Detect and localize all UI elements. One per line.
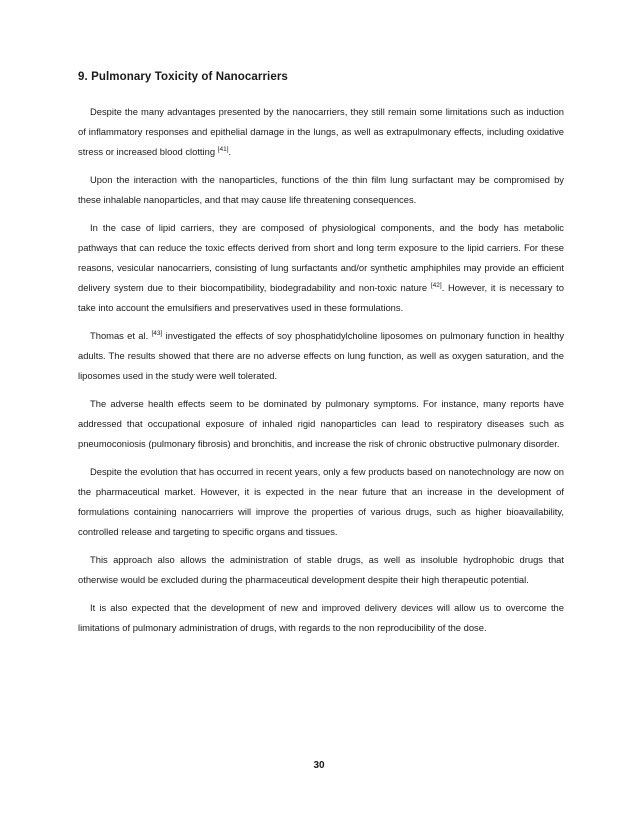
paragraph	[78, 102, 564, 162]
paragraph-text: The adverse health effects seem to be dominated by pulmonary symptoms. For instance, many reports have addressed that occupational exposure of inhaled rigid nanoparticles can lead to respiratory diseases such as pneumoconiosis (pulmonary fibrosis) and bronchitis, and increase the risk of chronic obstructive pulmonary disorder.	[78, 398, 564, 449]
paragraph-text: investigated the effects of soy phosphatidylcholine liposomes on pulmonary function in healthy adults. The results showed that there are no adverse effects on lung function, as well as oxygen saturation, and the liposomes used in the study were well tolerated.	[78, 330, 565, 381]
paragraph	[78, 462, 564, 542]
paragraph	[78, 598, 564, 638]
paragraph-text: Despite the many advantages presented by the nanocarriers, they still remain some limitations such as induction of inflammatory responses and epithelial damage in the lungs, as well as extrapulmonary effects, including oxidative stress or increased blood clotting	[78, 106, 564, 157]
citation-ref: [43]	[151, 330, 163, 337]
page-number: 30	[313, 760, 325, 771]
paragraph-text: This approach also allows the administration of stable drugs, as well as insoluble hydrophobic drugs that otherwise would be excluded during the pharmaceutical development despite their high therapeutic potential.	[78, 554, 564, 585]
paragraph-text: . However, it is necessary to take into account the emulsifiers and preservatives used in these formulations.	[78, 282, 564, 313]
citation-ref: [41]	[217, 146, 229, 153]
citation-ref: [42]	[430, 282, 442, 289]
paragraph-text: .	[228, 146, 232, 157]
paragraph	[78, 394, 564, 454]
paragraph	[78, 218, 564, 318]
section-heading: 9. Pulmonary Toxicity of Nanocarriers	[78, 71, 288, 83]
paragraph-text: Thomas et al.	[90, 330, 152, 341]
paragraph-text: Despite the evolution that has occurred in recent years, only a few products based on nanotechnology are now on the pharmaceutical market. However, it is expected in the near future that an increase in the development of formulations containing nanocarriers will improve the properties of various drugs, such as higher bioavailability, controlled release and targeting to specific organs and tissues.	[78, 466, 564, 537]
paragraph-text: It is also expected that the development of new and improved delivery devices will allow us to overcome the limitations of pulmonary administration of drugs, with regards to the non reproducibility of the dose.	[78, 602, 564, 633]
paragraph-text: In the case of lipid carriers, they are composed of physiological components, and the body has metabolic pathways that can reduce the toxic effects derived from short and long term exposure to the lipid carriers. For these reasons, vesicular nanocarriers, consisting of lung surfactants and/or synthetic amphiphiles may provide an efficient delivery system due to their biocompatibility, biodegradability and non-toxic nature	[78, 222, 564, 293]
paragraph	[78, 326, 564, 386]
body-text	[78, 102, 564, 638]
paragraph-text: Upon the interaction with the nanoparticles, functions of the thin film lung surfactant may be compromised by these inhalable nanoparticles, and that may cause life threatening consequences.	[78, 174, 564, 205]
paragraph	[78, 550, 564, 590]
paragraph	[78, 170, 564, 210]
